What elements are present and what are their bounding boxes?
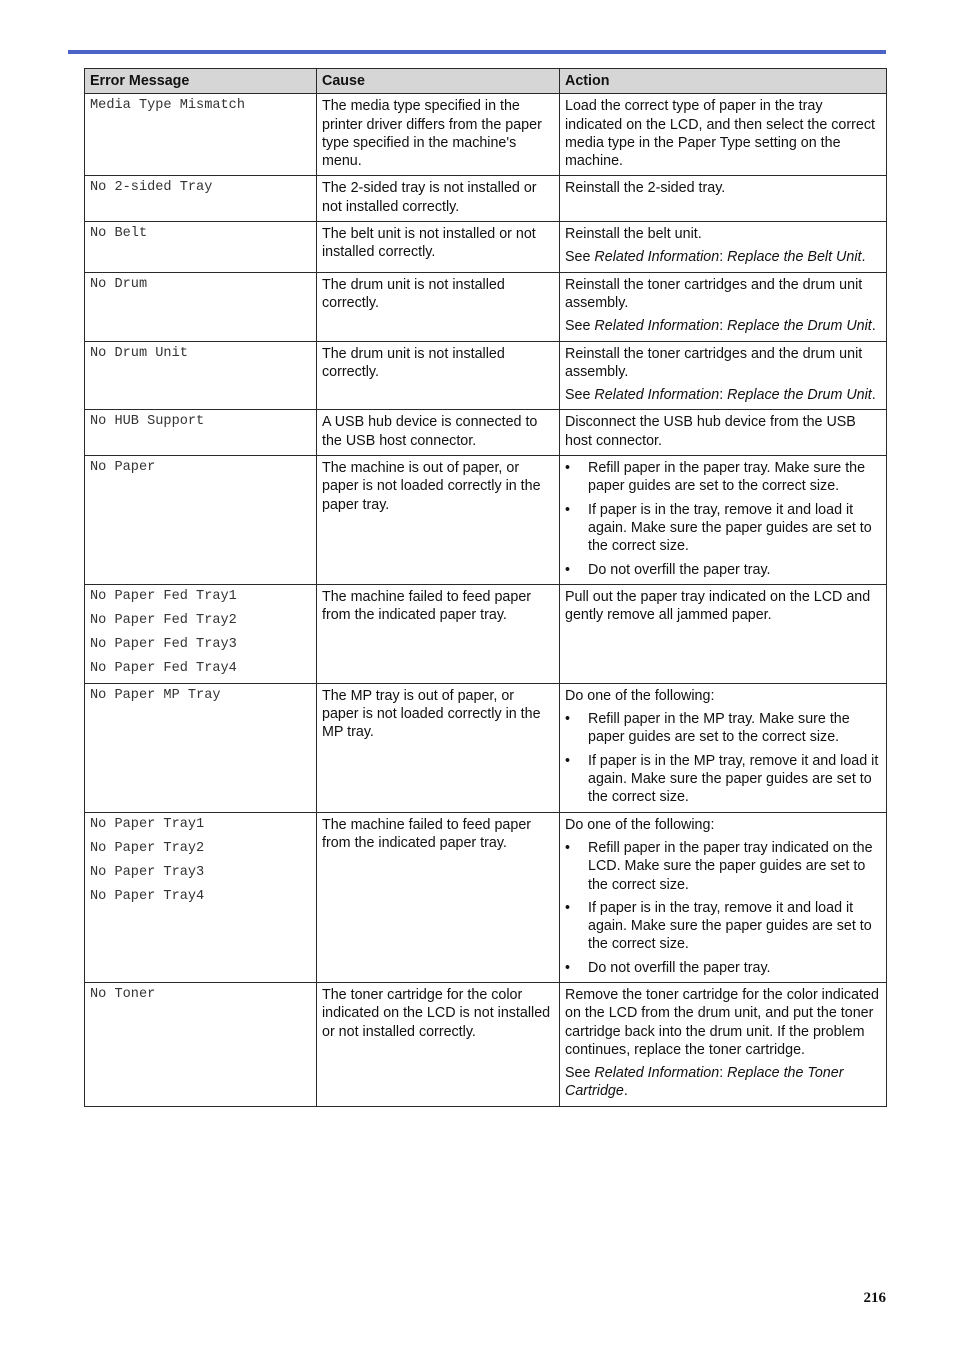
table-row	[85, 410, 887, 456]
cause-text: The media type specified in the printer driver differs from the paper type specified in the machine's menu.	[322, 98, 542, 170]
see-suffix: .	[861, 249, 866, 266]
error-code: No Drum	[90, 276, 148, 292]
action-cell	[560, 456, 887, 585]
action-bullet-item: • Refill paper in the MP tray. Make sure the paper guides are set to the correct size.	[565, 710, 881, 747]
action-cell	[560, 94, 887, 176]
cause-cell	[317, 341, 560, 410]
error-message-cell	[85, 584, 317, 683]
cause-cell	[317, 812, 560, 982]
cause-cell	[317, 176, 560, 222]
table-header-row	[85, 69, 887, 94]
error-message-cell	[85, 94, 317, 176]
related-information-label: Related Information	[594, 249, 720, 266]
action-cell	[560, 272, 887, 341]
action-text: Reinstall the toner cartridges and the drum unit assembly.	[565, 276, 863, 311]
action-cell	[560, 683, 887, 812]
table-row	[85, 222, 887, 273]
error-code: No Paper Tray2	[90, 840, 205, 856]
column-header-action: Action	[560, 69, 887, 94]
related-information-label: Related Information	[594, 318, 720, 335]
column-header-error-message: Error Message	[85, 69, 317, 94]
error-message-cell	[85, 176, 317, 222]
action-text: Do one of the following:	[565, 687, 715, 704]
action-cell	[560, 341, 887, 410]
action-text: Remove the toner cartridge for the color indicated on the LCD from the drum unit, and put the toner cartridge back into the drum unit. If the problem continues, replace the toner cartridge.	[565, 986, 879, 1058]
see-prefix: See	[565, 387, 595, 404]
see-separator: :	[719, 249, 728, 266]
error-message-cell	[85, 982, 317, 1106]
see-related-information	[565, 248, 881, 266]
cause-text: The toner cartridge for the color indicated on the LCD is not installed or not installed correctly.	[322, 986, 551, 1040]
error-code: No Toner	[90, 986, 156, 1002]
error-code: No Drum Unit	[90, 345, 188, 361]
error-message-cell	[85, 410, 317, 456]
cause-cell	[317, 456, 560, 585]
error-code: No Paper Fed Tray2	[90, 612, 237, 628]
action-cell	[560, 176, 887, 222]
cause-text: The machine failed to feed paper from the indicated paper tray.	[322, 588, 532, 624]
header-rule	[68, 50, 886, 54]
page-number: 216	[863, 1290, 886, 1306]
action-text: Disconnect the USB hub device from the USB host connector.	[565, 414, 856, 449]
see-related-information	[565, 1064, 881, 1101]
error-message-cell	[85, 341, 317, 410]
cause-cell	[317, 410, 560, 456]
table-row	[85, 341, 887, 410]
cause-cell	[317, 584, 560, 683]
column-header-cause: Cause	[317, 69, 560, 94]
cause-text: A USB hub device is connected to the USB host connector.	[322, 414, 538, 449]
cause-text: The 2-sided tray is not installed or not installed correctly.	[322, 180, 537, 215]
action-bullet-list	[565, 459, 881, 579]
cause-cell	[317, 272, 560, 341]
see-prefix: See	[565, 318, 595, 335]
table-row	[85, 812, 887, 982]
error-messages-table	[84, 68, 887, 1107]
action-cell	[560, 410, 887, 456]
action-text: Pull out the paper tray indicated on the LCD and gently remove all jammed paper.	[565, 588, 871, 624]
related-information-label: Related Information	[594, 1065, 720, 1082]
cause-cell	[317, 683, 560, 812]
see-suffix: .	[871, 387, 876, 404]
error-code: No Paper	[90, 460, 156, 476]
table-row	[85, 94, 887, 176]
see-prefix: See	[565, 1065, 595, 1082]
action-text: Reinstall the belt unit.	[565, 226, 702, 243]
action-cell	[560, 222, 887, 273]
error-code: Media Type Mismatch	[90, 98, 245, 114]
related-topic-link: Replace the Toner Cartridge	[565, 1065, 844, 1100]
see-separator: :	[719, 318, 728, 335]
see-related-information	[565, 386, 881, 404]
error-message-cell	[85, 683, 317, 812]
error-code: No Paper Tray1	[90, 816, 205, 832]
see-related-information	[565, 317, 881, 335]
see-prefix: See	[565, 249, 595, 266]
cause-text: The machine is out of paper, or paper is not loaded correctly in the paper tray.	[322, 460, 541, 513]
error-code: No Paper Tray4	[90, 888, 205, 904]
action-bullet-item: • If paper is in the tray, remove it and load it again. Make sure the paper guides are set to the correct size.	[565, 501, 881, 556]
action-text: Load the correct type of paper in the tray indicated on the LCD, and then select the correct media type in the Paper Type setting on the machine.	[565, 98, 875, 170]
error-message-cell	[85, 456, 317, 585]
error-message-cell	[85, 272, 317, 341]
action-cell	[560, 812, 887, 982]
table-row	[85, 176, 887, 222]
error-code: No Paper MP Tray	[90, 687, 221, 703]
cause-cell	[317, 94, 560, 176]
action-text: Reinstall the 2-sided tray.	[565, 180, 726, 197]
table-row	[85, 683, 887, 812]
action-bullet-list	[565, 710, 881, 806]
table-body	[85, 94, 887, 1106]
see-separator: :	[719, 1065, 728, 1082]
see-suffix: .	[871, 318, 876, 335]
action-bullet-item: • Do not overfill the paper tray.	[565, 561, 881, 579]
action-bullet-item: • If paper is in the tray, remove it and load it again. Make sure the paper guides are set to the correct size.	[565, 899, 881, 954]
cause-text: The drum unit is not installed correctly.	[322, 345, 505, 380]
action-text: Reinstall the toner cartridges and the drum unit assembly.	[565, 345, 863, 380]
action-bullet-item: • If paper is in the MP tray, remove it and load it again. Make sure the paper guides are set to the correct size.	[565, 752, 881, 807]
action-text: Do one of the following:	[565, 816, 715, 833]
related-topic-link: Replace the Belt Unit	[727, 249, 862, 266]
action-bullet-item: • Refill paper in the paper tray. Make sure the paper guides are set to the correct size.	[565, 459, 881, 496]
table-row	[85, 272, 887, 341]
error-code: No Paper Fed Tray3	[90, 636, 237, 652]
cause-text: The belt unit is not installed or not installed correctly.	[322, 226, 536, 261]
action-bullet-list	[565, 839, 881, 977]
table-row	[85, 584, 887, 683]
error-code: No Paper Fed Tray4	[90, 660, 237, 676]
error-message-cell	[85, 812, 317, 982]
cause-cell	[317, 222, 560, 273]
table-row	[85, 456, 887, 585]
error-code: No HUB Support	[90, 414, 205, 430]
error-code: No Paper Tray3	[90, 864, 205, 880]
see-separator: :	[719, 387, 728, 404]
related-topic-link: Replace the Drum Unit	[727, 318, 872, 335]
cause-text: The machine failed to feed paper from the indicated paper tray.	[322, 816, 532, 851]
cause-cell	[317, 982, 560, 1106]
action-cell	[560, 982, 887, 1106]
action-bullet-item: • Do not overfill the paper tray.	[565, 959, 881, 977]
cause-text: The MP tray is out of paper, or paper is not loaded correctly in the MP tray.	[322, 687, 541, 741]
see-suffix: .	[623, 1083, 628, 1100]
error-code: No Paper Fed Tray1	[90, 588, 237, 604]
error-code: No Belt	[90, 226, 148, 242]
error-message-cell	[85, 222, 317, 273]
related-information-label: Related Information	[594, 387, 720, 404]
error-code: No 2-sided Tray	[90, 180, 213, 196]
related-topic-link: Replace the Drum Unit	[727, 387, 872, 404]
action-cell	[560, 584, 887, 683]
cause-text: The drum unit is not installed correctly.	[322, 276, 505, 311]
table-row	[85, 982, 887, 1106]
action-bullet-item: • Refill paper in the paper tray indicated on the LCD. Make sure the paper guides are set to the correct size.	[565, 839, 881, 894]
